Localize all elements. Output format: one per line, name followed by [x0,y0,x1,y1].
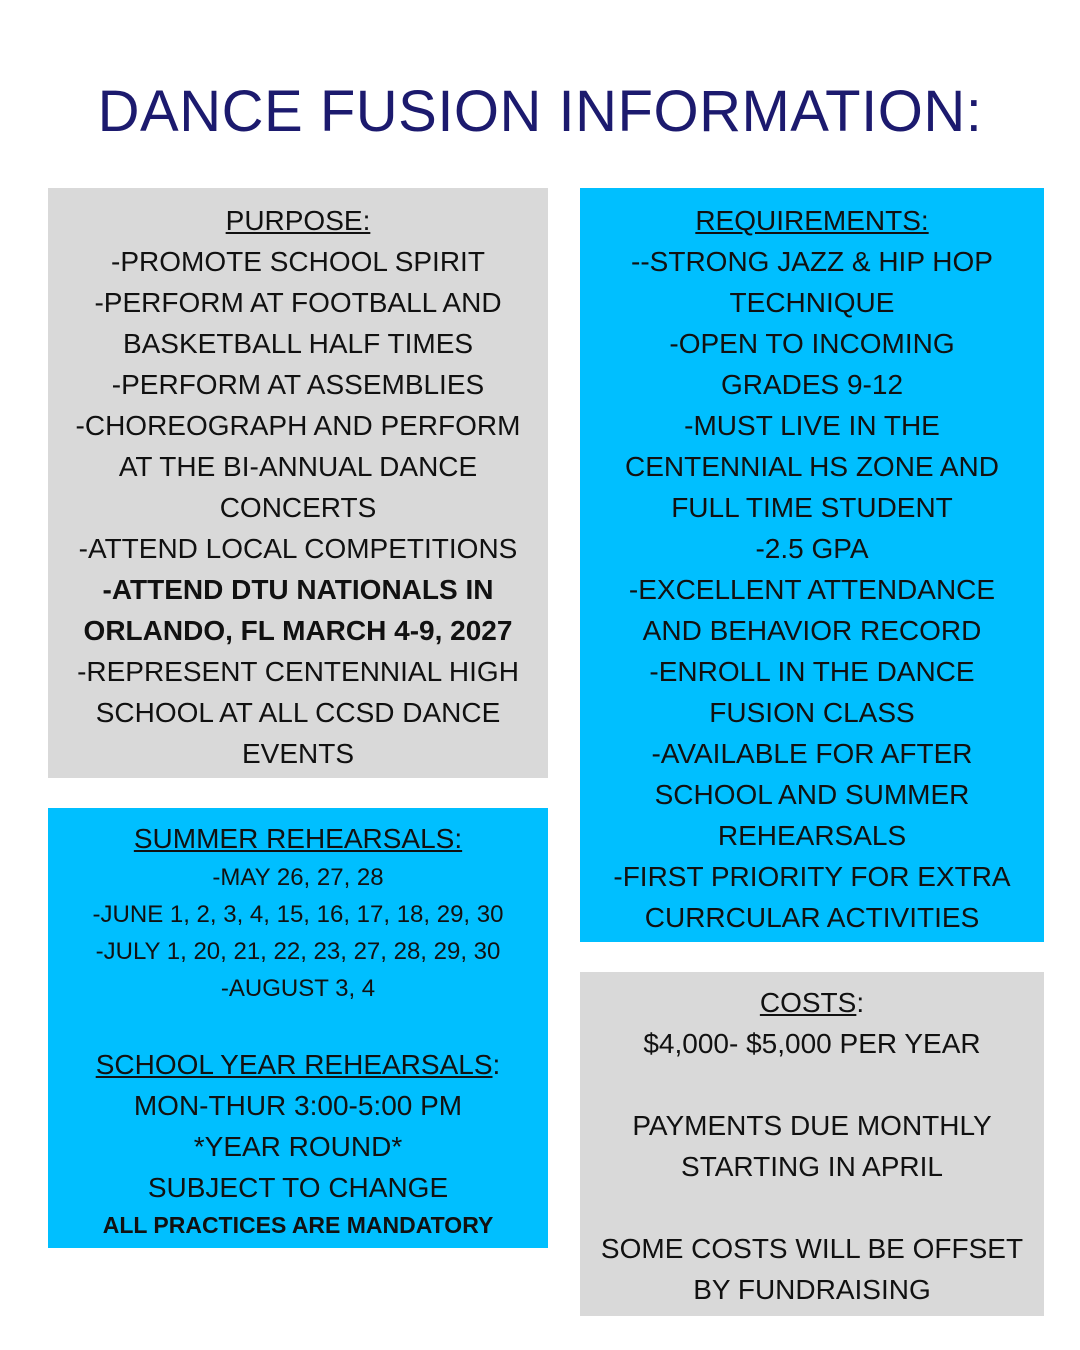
requirements-line: FUSION CLASS [709,697,915,728]
costs-offset-line: BY FUNDRAISING [693,1274,931,1305]
purpose-line: -ATTEND LOCAL COMPETITIONS [78,533,518,564]
requirements-line: -MUST LIVE IN THE [684,410,940,441]
requirements-line: TECHNIQUE [729,287,895,318]
purpose-line: BASKETBALL HALF TIMES [122,328,474,359]
school-year-heading: SCHOOL YEAR REHEARSALS: [95,1049,501,1080]
summer-heading: SUMMER REHEARSALS: [133,823,463,854]
requirements-line: GRADES 9-12 [720,369,904,400]
summer-date-line: -MAY 26, 27, 28 [212,864,384,891]
requirements-heading: REQUIREMENTS: [695,205,929,236]
purpose-heading: PURPOSE: [225,205,371,236]
purpose-line: -PERFORM AT FOOTBALL AND [94,287,502,318]
purpose-line: SCHOOL AT ALL CCSD DANCE [95,697,501,728]
purpose-bold-line: -ATTEND DTU NATIONALS IN [102,574,494,605]
school-year-line: MON-THUR 3:00-5:00 PM [133,1090,463,1121]
purpose-line: CONCERTS [219,492,377,523]
costs-price: $4,000- $5,000 PER YEAR [643,1028,981,1059]
purpose-line: -PERFORM AT ASSEMBLIES [111,369,485,400]
purpose-content [48,188,548,778]
requirements-line: -EXCELLENT ATTENDANCE [628,574,996,605]
purpose-line: AT THE BI-ANNUAL DANCE [118,451,478,482]
costs-offset-line: SOME COSTS WILL BE OFFSET [600,1233,1024,1264]
requirements-line: -FIRST PRIORITY FOR EXTRA [613,861,1011,892]
requirements-line: --STRONG JAZZ & HIP HOP [631,246,993,277]
school-year-line: *YEAR ROUND* [193,1131,403,1162]
requirements-line: -OPEN TO INCOMING [669,328,955,359]
costs-payment-line: PAYMENTS DUE MONTHLY [632,1110,992,1141]
school-year-line: SUBJECT TO CHANGE [147,1172,449,1203]
summer-date-line: -JULY 1, 20, 21, 22, 23, 27, 28, 29, 30 [95,938,501,965]
summer-date-line: -JUNE 1, 2, 3, 4, 15, 16, 17, 18, 29, 30 [92,901,504,928]
requirements-line: -ENROLL IN THE DANCE [649,656,975,687]
page-title: DANCE FUSION INFORMATION: [97,79,983,144]
requirements-panel [580,188,1044,942]
requirements-line: -AVAILABLE FOR AFTER [651,738,973,769]
costs-heading: COSTS: [759,987,865,1018]
requirements-line: AND BEHAVIOR RECORD [642,615,982,646]
purpose-line: -PROMOTE SCHOOL SPIRIT [111,246,485,277]
requirements-line: -2.5 GPA [755,533,869,564]
mandatory-notice: ALL PRACTICES ARE MANDATORY [102,1212,494,1238]
summer-date-line: -AUGUST 3, 4 [220,975,376,1002]
rehearsals-panel [48,808,548,1248]
purpose-line: -REPRESENT CENTENNIAL HIGH [77,656,519,687]
requirements-line: FULL TIME STUDENT [671,492,953,523]
costs-payment-line: STARTING IN APRIL [681,1151,943,1182]
purpose-line: -CHOREOGRAPH AND PERFORM [75,410,521,441]
requirements-line: CURRCULAR ACTIVITIES [644,902,980,933]
purpose-line: EVENTS [241,738,355,769]
purpose-bold-line: ORLANDO, FL MARCH 4-9, 2027 [83,615,513,646]
requirements-line: CENTENNIAL HS ZONE AND [625,451,999,482]
requirements-line: SCHOOL AND SUMMER [654,779,970,810]
costs-panel [580,972,1044,1316]
requirements-line: REHEARSALS [717,820,907,851]
